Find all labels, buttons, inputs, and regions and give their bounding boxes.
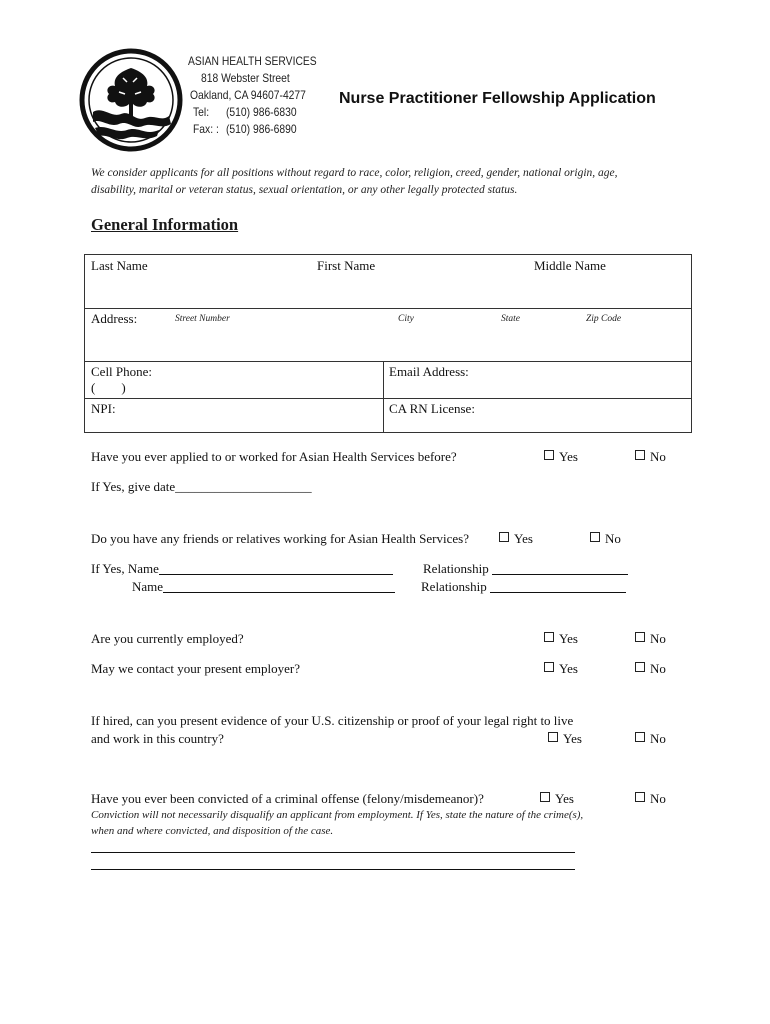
relatives-no-checkbox[interactable]: No (590, 531, 621, 547)
ca-rn-license-field[interactable]: CA RN License: (389, 401, 475, 416)
checkbox-icon (635, 632, 645, 642)
npi-field[interactable]: NPI: (91, 401, 116, 416)
table-column-divider (383, 361, 384, 433)
convicted-no-checkbox[interactable]: No (635, 791, 666, 807)
conviction-details-line-1[interactable] (91, 852, 575, 853)
question-citizenship-line2: and work in this country? (91, 731, 224, 746)
checkbox-icon (544, 662, 554, 672)
checkbox-icon (635, 732, 645, 742)
org-street: 818 Webster Street (201, 71, 290, 85)
contact-employer-no-checkbox[interactable]: No (635, 661, 666, 677)
street-number-hint: Street Number (175, 314, 230, 324)
conviction-details-line-2[interactable] (91, 869, 575, 870)
conviction-note-line2: when and where convicted, and disposition of the case. (91, 825, 334, 837)
tel-label: Tel: (193, 105, 210, 119)
if-yes-date-field[interactable]: If Yes, give date_____________________ (91, 479, 312, 494)
question-applied-before: Have you ever applied to or worked for Asian Health Services before? (91, 449, 457, 464)
phone-area-code[interactable]: ( ) (91, 380, 126, 395)
first-name-field[interactable]: First Name (317, 258, 376, 273)
tel-number: (510) 986-6830 (226, 105, 297, 119)
employed-no-checkbox[interactable]: No (635, 631, 666, 647)
applied-before-yes-checkbox[interactable]: Yes (544, 449, 578, 465)
conviction-note-line1: Conviction will not necessarily disqualify an applicant from employment. If Yes, state the nature of the crime(s), (91, 809, 584, 821)
checkbox-icon (499, 532, 509, 542)
state-hint: State (501, 314, 520, 324)
citizenship-no-checkbox[interactable]: No (635, 731, 666, 747)
question-relatives: Do you have any friends or relatives working for Asian Health Services? (91, 531, 469, 546)
table-divider (85, 361, 691, 362)
fax-number: (510) 986-6890 (226, 122, 297, 136)
org-name: ASIAN HEALTH SERVICES (188, 54, 317, 68)
contact-employer-yes-checkbox[interactable]: Yes (544, 661, 578, 677)
relationship-field-1[interactable]: Relationship (423, 561, 628, 577)
question-citizenship-line1: If hired, can you present evidence of your U.S. citizenship or proof of your legal right to live (91, 713, 574, 728)
checkbox-icon (635, 450, 645, 460)
fax-label: Fax: : (193, 122, 219, 136)
checkbox-icon (544, 632, 554, 642)
address-field[interactable]: Address: (91, 311, 138, 326)
name-underline (163, 580, 395, 593)
city-hint: City (398, 314, 414, 324)
checkbox-icon (635, 662, 645, 672)
zip-code-hint: Zip Code (586, 314, 622, 324)
applied-before-no-checkbox[interactable]: No (635, 449, 666, 465)
question-employed: Are you currently employed? (91, 631, 244, 646)
table-divider (85, 308, 691, 309)
checkbox-icon (590, 532, 600, 542)
table-divider (85, 398, 691, 399)
employed-yes-checkbox[interactable]: Yes (544, 631, 578, 647)
eeo-statement-line2: disability, marital or veteran status, sexual orientation, or any other legally protected status. (91, 184, 518, 196)
convicted-yes-checkbox[interactable]: Yes (540, 791, 574, 807)
name-underline (159, 562, 393, 575)
relatives-yes-checkbox[interactable]: Yes (499, 531, 533, 547)
checkbox-icon (548, 732, 558, 742)
cell-phone-field[interactable]: Cell Phone: (91, 364, 153, 379)
last-name-field[interactable]: Last Name (91, 258, 148, 273)
checkbox-icon (635, 792, 645, 802)
eeo-statement-line1: We consider applicants for all positions without regard to race, color, religion, creed, gender, national origin, age, (91, 167, 618, 179)
page-title: Nurse Practitioner Fellowship Application (339, 90, 656, 107)
relationship-underline (492, 562, 628, 575)
citizenship-yes-checkbox[interactable]: Yes (548, 731, 582, 747)
checkbox-icon (544, 450, 554, 460)
email-address-field[interactable]: Email Address: (389, 364, 469, 379)
relationship-underline (490, 580, 626, 593)
relative-name-field-2[interactable]: Name (132, 579, 395, 595)
checkbox-icon (540, 792, 550, 802)
question-contact-employer: May we contact your present employer? (91, 661, 301, 676)
middle-name-field[interactable]: Middle Name (534, 258, 606, 273)
asian-health-services-logo (79, 48, 183, 152)
relationship-field-2[interactable]: Relationship (421, 579, 626, 595)
general-info-table (84, 254, 692, 433)
org-city: Oakland, CA 94607-4277 (190, 88, 306, 102)
question-convicted: Have you ever been convicted of a criminal offense (felony/misdemeanor)? (91, 791, 484, 806)
relative-name-field-1[interactable]: If Yes, Name (91, 561, 393, 577)
section-title: General Information (91, 215, 239, 234)
